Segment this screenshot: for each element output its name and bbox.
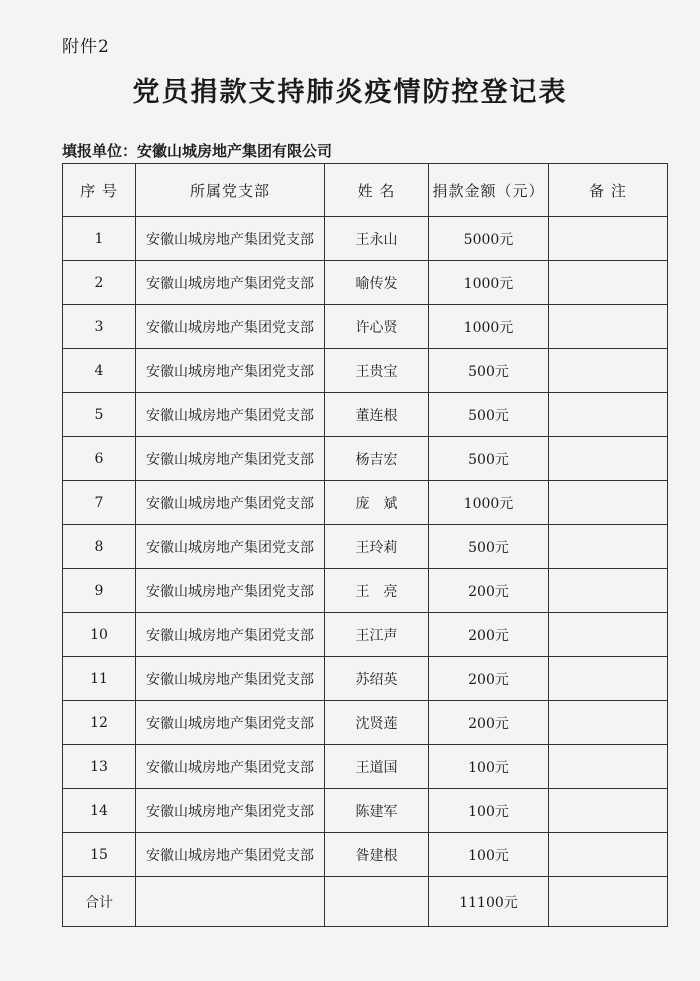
donation-register-table	[62, 163, 668, 927]
table-row	[63, 305, 668, 349]
table-row	[63, 701, 668, 745]
cell-branch: 安徽山城房地产集团党支部	[136, 305, 325, 349]
cell-seq: 1	[63, 217, 136, 261]
cell-name: 王永山	[325, 217, 429, 261]
cell-branch: 安徽山城房地产集团党支部	[136, 789, 325, 833]
cell-branch: 安徽山城房地产集团党支部	[136, 349, 325, 393]
cell-branch: 安徽山城房地产集团党支部	[136, 657, 325, 701]
cell-branch: 安徽山城房地产集团党支部	[136, 701, 325, 745]
cell-seq: 12	[63, 701, 136, 745]
cell-remark	[549, 569, 668, 613]
table-row	[63, 569, 668, 613]
cell-remark	[549, 261, 668, 305]
cell-name: 沈贤莲	[325, 701, 429, 745]
total-remark	[549, 877, 668, 927]
cell-name: 王贵宝	[325, 349, 429, 393]
cell-seq: 4	[63, 349, 136, 393]
header-seq: 序 号	[63, 164, 136, 217]
header-amount: 捐款金额（元）	[429, 164, 549, 217]
table-row	[63, 613, 668, 657]
cell-branch: 安徽山城房地产集团党支部	[136, 437, 325, 481]
cell-seq: 14	[63, 789, 136, 833]
header-remark: 备 注	[549, 164, 668, 217]
cell-seq: 7	[63, 481, 136, 525]
cell-branch: 安徽山城房地产集团党支部	[136, 261, 325, 305]
cell-name: 昝建根	[325, 833, 429, 877]
cell-remark	[549, 613, 668, 657]
cell-remark	[549, 745, 668, 789]
cell-amount: 100元	[429, 789, 549, 833]
cell-name: 王玲莉	[325, 525, 429, 569]
cell-name: 许心贤	[325, 305, 429, 349]
cell-seq: 9	[63, 569, 136, 613]
cell-seq: 3	[63, 305, 136, 349]
cell-branch: 安徽山城房地产集团党支部	[136, 393, 325, 437]
header-branch: 所属党支部	[136, 164, 325, 217]
cell-seq: 2	[63, 261, 136, 305]
cell-remark	[549, 305, 668, 349]
cell-amount: 200元	[429, 657, 549, 701]
cell-amount: 100元	[429, 745, 549, 789]
cell-amount: 1000元	[429, 261, 549, 305]
cell-name: 喻传发	[325, 261, 429, 305]
cell-amount: 100元	[429, 833, 549, 877]
cell-amount: 500元	[429, 525, 549, 569]
cell-name: 杨吉宏	[325, 437, 429, 481]
fill-unit-line	[62, 140, 332, 161]
total-amount: 11100元	[429, 877, 549, 927]
cell-remark	[549, 657, 668, 701]
cell-name: 王江声	[325, 613, 429, 657]
table-row	[63, 437, 668, 481]
cell-amount: 1000元	[429, 481, 549, 525]
table-row	[63, 349, 668, 393]
cell-amount: 200元	[429, 701, 549, 745]
cell-seq: 5	[63, 393, 136, 437]
cell-name: 庞 斌	[325, 481, 429, 525]
cell-remark	[549, 349, 668, 393]
header-name: 姓 名	[325, 164, 429, 217]
table-row	[63, 525, 668, 569]
cell-seq: 8	[63, 525, 136, 569]
cell-remark	[549, 481, 668, 525]
cell-remark	[549, 437, 668, 481]
table-row	[63, 833, 668, 877]
total-branch	[136, 877, 325, 927]
cell-name: 王 亮	[325, 569, 429, 613]
cell-branch: 安徽山城房地产集团党支部	[136, 569, 325, 613]
table-row	[63, 789, 668, 833]
cell-seq: 15	[63, 833, 136, 877]
attachment-label: 附件2	[62, 37, 110, 57]
cell-seq: 10	[63, 613, 136, 657]
cell-remark	[549, 393, 668, 437]
cell-seq: 6	[63, 437, 136, 481]
cell-remark	[549, 525, 668, 569]
total-row	[63, 877, 668, 927]
table-row	[63, 261, 668, 305]
cell-amount: 200元	[429, 613, 549, 657]
cell-remark	[549, 217, 668, 261]
document-title: 党员捐款支持肺炎疫情防控登记表	[132, 77, 568, 108]
cell-branch: 安徽山城房地产集团党支部	[136, 525, 325, 569]
cell-amount: 1000元	[429, 305, 549, 349]
cell-remark	[549, 833, 668, 877]
cell-branch: 安徽山城房地产集团党支部	[136, 745, 325, 789]
fill-unit-value: 安徽山城房地产集团有限公司	[137, 142, 333, 160]
total-label: 合计	[63, 877, 136, 927]
cell-seq: 11	[63, 657, 136, 701]
cell-seq: 13	[63, 745, 136, 789]
cell-amount: 200元	[429, 569, 549, 613]
fill-unit-label: 填报单位：	[62, 142, 138, 160]
table-row	[63, 745, 668, 789]
total-name	[325, 877, 429, 927]
cell-amount: 5000元	[429, 217, 549, 261]
table-row	[63, 481, 668, 525]
cell-name: 苏绍英	[325, 657, 429, 701]
cell-name: 陈建军	[325, 789, 429, 833]
table-row	[63, 393, 668, 437]
cell-name: 王道国	[325, 745, 429, 789]
cell-amount: 500元	[429, 349, 549, 393]
cell-remark	[549, 789, 668, 833]
cell-branch: 安徽山城房地产集团党支部	[136, 833, 325, 877]
table-row	[63, 217, 668, 261]
cell-amount: 500元	[429, 393, 549, 437]
cell-branch: 安徽山城房地产集团党支部	[136, 217, 325, 261]
cell-branch: 安徽山城房地产集团党支部	[136, 613, 325, 657]
cell-remark	[549, 701, 668, 745]
cell-name: 董连根	[325, 393, 429, 437]
table-header-row	[63, 164, 668, 217]
cell-amount: 500元	[429, 437, 549, 481]
table-row	[63, 657, 668, 701]
cell-branch: 安徽山城房地产集团党支部	[136, 481, 325, 525]
